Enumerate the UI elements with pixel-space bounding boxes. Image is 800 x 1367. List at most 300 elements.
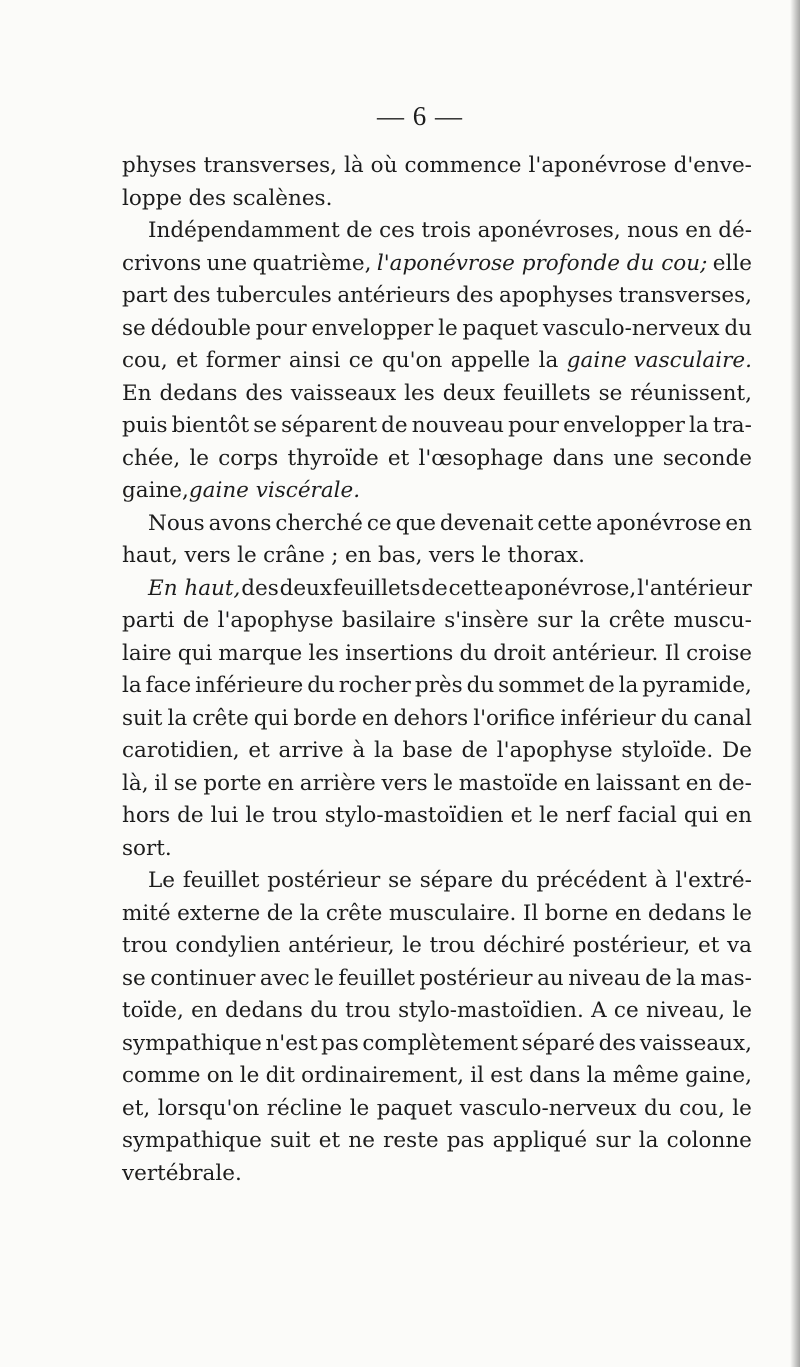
word: tra- bbox=[712, 413, 752, 438]
word: paquet bbox=[376, 1095, 453, 1121]
text-line bbox=[122, 280, 752, 313]
word: trou bbox=[122, 933, 168, 958]
text-line bbox=[122, 248, 752, 281]
word: feuillet bbox=[182, 868, 260, 893]
word: niveau bbox=[568, 965, 641, 991]
word: Indépendamment bbox=[148, 218, 340, 243]
word: et bbox=[318, 1128, 341, 1153]
text-line bbox=[122, 670, 752, 703]
word: borne bbox=[544, 900, 609, 926]
word: là bbox=[343, 153, 364, 178]
word: feuillets bbox=[332, 575, 421, 601]
word: et bbox=[697, 933, 720, 958]
word: vers bbox=[184, 543, 231, 568]
word: des bbox=[245, 380, 283, 406]
italic-word: gaine vasculaire. bbox=[566, 348, 752, 373]
word: rocher bbox=[338, 673, 411, 698]
word: trou bbox=[429, 933, 476, 958]
word: ordinairement, bbox=[301, 1063, 465, 1088]
word: en bbox=[725, 803, 752, 828]
word: deux bbox=[442, 380, 496, 406]
word: dedans bbox=[647, 900, 726, 926]
word: gaine, bbox=[122, 478, 189, 503]
word: de bbox=[461, 738, 489, 763]
word: la bbox=[689, 413, 709, 438]
word: dé- bbox=[718, 218, 752, 243]
word: la bbox=[676, 965, 696, 991]
word: une bbox=[206, 250, 248, 276]
word: une bbox=[613, 445, 654, 471]
word: pour bbox=[508, 413, 559, 438]
word: du bbox=[724, 315, 752, 341]
word: parti bbox=[122, 608, 175, 633]
word: antérieur. bbox=[551, 640, 659, 666]
word: le bbox=[481, 543, 502, 568]
word: thorax. bbox=[507, 543, 586, 568]
word: muscu- bbox=[673, 608, 752, 633]
word: en bbox=[191, 998, 218, 1023]
word: appliqué bbox=[492, 1128, 588, 1153]
word: mas- bbox=[700, 965, 752, 991]
text-line bbox=[122, 183, 752, 216]
word: sur bbox=[537, 608, 573, 633]
word: nous bbox=[627, 218, 679, 243]
word: crâne bbox=[263, 543, 325, 568]
text-line bbox=[122, 378, 752, 411]
word: crivons bbox=[122, 250, 202, 276]
word: se bbox=[122, 965, 146, 991]
word: le bbox=[732, 998, 752, 1023]
text-line bbox=[122, 1060, 752, 1093]
word: Le bbox=[148, 868, 176, 893]
text-line bbox=[122, 963, 752, 996]
word: cette bbox=[537, 510, 593, 536]
text-line bbox=[122, 898, 752, 931]
word: insertions bbox=[345, 640, 454, 666]
word: dit bbox=[265, 1063, 295, 1088]
text-line bbox=[122, 150, 752, 183]
word: de bbox=[266, 900, 294, 926]
word: le bbox=[402, 933, 422, 958]
word: près bbox=[414, 673, 463, 698]
word: condylien bbox=[175, 933, 281, 958]
word: lui bbox=[210, 803, 239, 828]
word: où bbox=[370, 153, 398, 178]
word: qu'on bbox=[381, 348, 443, 373]
word: envelopper bbox=[311, 315, 434, 341]
word: haut, bbox=[122, 543, 178, 568]
word: réunissent, bbox=[630, 380, 752, 406]
text-line bbox=[122, 768, 752, 801]
text-line bbox=[122, 540, 752, 573]
word: trou bbox=[345, 998, 391, 1023]
text-line bbox=[122, 735, 752, 768]
text-line bbox=[122, 865, 752, 898]
word: mastoïde bbox=[458, 770, 558, 796]
text-line bbox=[122, 1093, 752, 1126]
word: ne bbox=[348, 1128, 375, 1153]
text-line bbox=[122, 703, 752, 736]
page-edge-shadow bbox=[790, 0, 800, 1367]
text-line bbox=[122, 605, 752, 638]
word: se bbox=[122, 315, 146, 341]
page-number: — 6 — bbox=[377, 101, 463, 131]
word: qui bbox=[683, 803, 719, 828]
word: trois bbox=[421, 218, 472, 243]
word: suit bbox=[122, 705, 163, 731]
text-line bbox=[122, 475, 752, 508]
word: à bbox=[654, 868, 668, 893]
word: crête bbox=[192, 705, 249, 731]
word: devenait bbox=[439, 510, 534, 536]
word: ces bbox=[379, 218, 415, 243]
word: le bbox=[732, 1095, 752, 1121]
word: ce bbox=[366, 510, 392, 536]
word: se bbox=[388, 868, 412, 893]
word: du bbox=[643, 1095, 672, 1121]
word: avons bbox=[208, 510, 272, 536]
word: la bbox=[580, 608, 601, 633]
text-line bbox=[122, 638, 752, 671]
word: et bbox=[248, 738, 270, 763]
word: le bbox=[433, 770, 454, 796]
word: base bbox=[402, 738, 453, 763]
word: des bbox=[241, 575, 279, 601]
word: Il bbox=[664, 640, 680, 666]
word: envelopper bbox=[563, 413, 685, 438]
word: il bbox=[470, 1063, 485, 1088]
word: là, bbox=[122, 770, 149, 796]
word: ce bbox=[348, 348, 374, 373]
text-line bbox=[122, 800, 752, 833]
word: bientôt bbox=[171, 413, 250, 438]
word: postérieur bbox=[419, 965, 533, 991]
word: dans bbox=[552, 445, 605, 471]
word: cou, bbox=[122, 348, 168, 373]
word: sort. bbox=[122, 835, 172, 861]
word: mité bbox=[122, 900, 171, 926]
word: que bbox=[395, 510, 436, 536]
word: crête bbox=[325, 900, 383, 926]
word: et bbox=[387, 445, 410, 471]
word: l'aponévrose bbox=[528, 153, 667, 178]
text-line bbox=[122, 573, 752, 606]
word: les bbox=[308, 640, 340, 666]
word: borde bbox=[293, 705, 357, 731]
word: crête bbox=[608, 608, 666, 633]
word: arrière bbox=[299, 770, 376, 796]
word: feuillets bbox=[503, 380, 591, 406]
word: stylo-mastoïdien. bbox=[398, 998, 584, 1023]
word: l'apophyse bbox=[217, 608, 334, 633]
word: comme bbox=[122, 1063, 201, 1088]
word: sépare bbox=[419, 868, 494, 893]
word: vasculo-nerveux bbox=[542, 315, 720, 341]
word: n'est bbox=[265, 1030, 318, 1056]
text-line bbox=[122, 345, 752, 378]
word: et, bbox=[122, 1095, 151, 1121]
italic-word: gaine viscérale. bbox=[188, 478, 361, 503]
word: l'apophyse bbox=[496, 738, 613, 763]
word: aponévroses, bbox=[477, 218, 621, 243]
word: la bbox=[618, 673, 639, 698]
word: la bbox=[373, 738, 394, 763]
word: du bbox=[307, 673, 335, 698]
word: déchiré bbox=[482, 933, 566, 958]
word: commence bbox=[404, 153, 522, 178]
word: toïde, bbox=[122, 998, 184, 1023]
text-line bbox=[122, 313, 752, 346]
word: des bbox=[173, 283, 211, 308]
word: vertébrale. bbox=[122, 1160, 242, 1186]
word: se bbox=[253, 413, 278, 438]
word: externe bbox=[177, 900, 261, 926]
text-line bbox=[122, 1028, 752, 1061]
word: du bbox=[310, 998, 338, 1023]
word: stylo-mastoïdien bbox=[324, 803, 504, 828]
word: en bbox=[361, 705, 389, 731]
word: chée, bbox=[122, 445, 181, 471]
word: dehors bbox=[393, 705, 469, 731]
word: vers bbox=[381, 770, 428, 796]
word: colonne bbox=[666, 1128, 752, 1153]
word: vaisseaux bbox=[290, 380, 397, 406]
word: dedans bbox=[159, 380, 238, 406]
word: la bbox=[167, 705, 188, 731]
word: le bbox=[732, 900, 752, 926]
word: des bbox=[188, 185, 227, 211]
word: former bbox=[205, 348, 281, 373]
word: croise bbox=[686, 640, 752, 666]
word: l'antérieur bbox=[637, 575, 752, 601]
word: scalènes. bbox=[232, 185, 333, 211]
word: physes bbox=[122, 153, 197, 178]
word: en bbox=[685, 770, 713, 796]
word: part bbox=[122, 283, 168, 308]
word: sympathique bbox=[122, 1030, 262, 1056]
word: se bbox=[598, 380, 623, 406]
word: vasculo-nerveux bbox=[459, 1095, 637, 1121]
word: tubercules bbox=[216, 283, 332, 308]
word: le bbox=[314, 965, 334, 991]
word: niveau, bbox=[645, 998, 726, 1023]
word: face bbox=[145, 673, 192, 698]
word: récline bbox=[266, 1095, 343, 1121]
word: feuillet bbox=[338, 965, 415, 991]
word: se bbox=[173, 770, 198, 796]
word: le bbox=[438, 315, 458, 341]
italic-word: En haut, bbox=[148, 575, 241, 601]
word: cette bbox=[448, 575, 504, 601]
word: antérieurs bbox=[337, 283, 451, 308]
word: complètement bbox=[362, 1030, 519, 1056]
text-line bbox=[122, 995, 752, 1028]
word: sympathique bbox=[122, 1128, 262, 1153]
word: du bbox=[500, 868, 529, 893]
word: laissant bbox=[596, 770, 680, 796]
word: de bbox=[381, 413, 408, 438]
word: En bbox=[122, 380, 152, 406]
word: transverses, bbox=[618, 283, 752, 308]
word: la bbox=[538, 348, 559, 373]
word: elle bbox=[712, 250, 752, 276]
word: postérieur, bbox=[572, 933, 691, 958]
word: on bbox=[206, 1063, 234, 1088]
word: de bbox=[182, 608, 210, 633]
word: en bbox=[344, 543, 372, 568]
word: et bbox=[176, 348, 198, 373]
word: séparent bbox=[281, 413, 377, 438]
word: marque bbox=[218, 640, 303, 666]
word: droit bbox=[493, 640, 546, 666]
word: même bbox=[612, 1063, 679, 1088]
word: inférieur bbox=[560, 705, 656, 731]
word: ainsi bbox=[288, 348, 341, 373]
word: appelle bbox=[450, 348, 531, 373]
word: basilaire bbox=[341, 608, 436, 633]
word: s'insère bbox=[444, 608, 529, 633]
text-line bbox=[122, 1158, 752, 1191]
word: des bbox=[598, 1030, 637, 1056]
word: paquet bbox=[462, 315, 539, 341]
word: seconde bbox=[662, 445, 752, 471]
word: de bbox=[177, 803, 204, 828]
word: de bbox=[421, 575, 448, 601]
text-line bbox=[122, 833, 752, 866]
word: séparé bbox=[521, 1030, 595, 1056]
word: du bbox=[459, 640, 488, 666]
word: le bbox=[245, 803, 265, 828]
word: qui bbox=[177, 640, 213, 666]
word: en bbox=[267, 770, 294, 796]
word: styloïde. bbox=[621, 738, 714, 763]
word: hors bbox=[122, 803, 171, 828]
word: en bbox=[614, 900, 642, 926]
word: pyramide, bbox=[642, 673, 752, 698]
word: transverses, bbox=[203, 153, 337, 178]
word: du bbox=[660, 705, 689, 731]
word: en bbox=[685, 218, 712, 243]
word: Nous bbox=[148, 510, 205, 536]
word: le bbox=[349, 1095, 370, 1121]
word: la bbox=[586, 1063, 607, 1088]
text-line bbox=[122, 930, 752, 963]
word: est bbox=[490, 1063, 523, 1088]
text-line bbox=[122, 443, 752, 476]
word: du bbox=[466, 673, 495, 698]
word: en bbox=[563, 770, 591, 796]
word: musculaire. bbox=[388, 900, 517, 926]
word: le bbox=[189, 445, 209, 471]
word: de bbox=[645, 965, 672, 991]
word: l'extré- bbox=[675, 868, 752, 893]
word: la bbox=[638, 1128, 659, 1153]
body-text bbox=[122, 150, 752, 1190]
word: au bbox=[537, 965, 564, 991]
word: lorsqu'on bbox=[157, 1095, 260, 1121]
word: va bbox=[726, 933, 752, 958]
word: aponévrose, bbox=[504, 575, 637, 601]
word: des bbox=[455, 283, 494, 308]
word: le bbox=[239, 1063, 260, 1088]
word: de bbox=[346, 218, 373, 243]
word: bas, bbox=[377, 543, 423, 568]
word: Il bbox=[522, 900, 539, 926]
word: A bbox=[591, 998, 607, 1023]
word: suit bbox=[270, 1128, 311, 1153]
word: de bbox=[588, 673, 615, 698]
word: avec bbox=[259, 965, 310, 991]
word: nouveau bbox=[411, 413, 504, 438]
text-line bbox=[122, 1125, 752, 1158]
word: porte bbox=[203, 770, 262, 796]
word: facial bbox=[617, 803, 677, 828]
word: sommet bbox=[498, 673, 585, 698]
word: canal bbox=[693, 705, 752, 731]
word: puis bbox=[122, 413, 168, 438]
word: pas bbox=[446, 1128, 485, 1153]
word: dedans bbox=[224, 998, 303, 1023]
word: apophyses bbox=[499, 283, 614, 308]
word: ; bbox=[331, 543, 339, 568]
word: et bbox=[510, 803, 532, 828]
word: arrive bbox=[278, 738, 344, 763]
word: carotidien, bbox=[122, 738, 240, 763]
word: de- bbox=[718, 770, 752, 796]
word: loppe bbox=[122, 185, 183, 211]
word: dans bbox=[528, 1063, 581, 1088]
word: d'enve- bbox=[673, 153, 752, 178]
word: aponévrose bbox=[596, 510, 722, 536]
text-line bbox=[122, 410, 752, 443]
word: pour bbox=[255, 315, 307, 341]
word: deux bbox=[279, 575, 333, 601]
text-line bbox=[122, 508, 752, 541]
text-line bbox=[122, 215, 752, 248]
word: quatrième, bbox=[252, 250, 372, 276]
word: vaisseaux, bbox=[639, 1030, 752, 1056]
word: nerf bbox=[565, 803, 611, 828]
word: dédouble bbox=[150, 315, 251, 341]
word: la bbox=[299, 900, 320, 926]
word: l'orifice bbox=[473, 705, 556, 731]
italic-word: l'aponévrose profonde du cou; bbox=[376, 250, 708, 276]
word: le bbox=[538, 803, 559, 828]
word: vers bbox=[428, 543, 476, 568]
word: continuer bbox=[150, 965, 256, 991]
word: corps bbox=[218, 445, 279, 471]
word: sur bbox=[595, 1128, 631, 1153]
word: la bbox=[122, 673, 142, 698]
word: pas bbox=[321, 1030, 359, 1056]
word: gaine, bbox=[685, 1063, 752, 1088]
word: l'œsophage bbox=[418, 445, 544, 471]
word: cherché bbox=[275, 510, 363, 536]
word: trou bbox=[271, 803, 318, 828]
word: laire bbox=[122, 640, 172, 666]
word: en bbox=[725, 510, 752, 536]
word: reste bbox=[383, 1128, 439, 1153]
word: précédent bbox=[536, 868, 647, 893]
word: inférieure bbox=[195, 673, 304, 698]
word: De bbox=[721, 738, 752, 763]
word: antérieur, bbox=[288, 933, 395, 958]
word: à bbox=[352, 738, 366, 763]
word: le bbox=[237, 543, 257, 568]
word: il bbox=[154, 770, 169, 796]
word: les bbox=[404, 380, 435, 406]
word: postérieur bbox=[267, 868, 381, 893]
